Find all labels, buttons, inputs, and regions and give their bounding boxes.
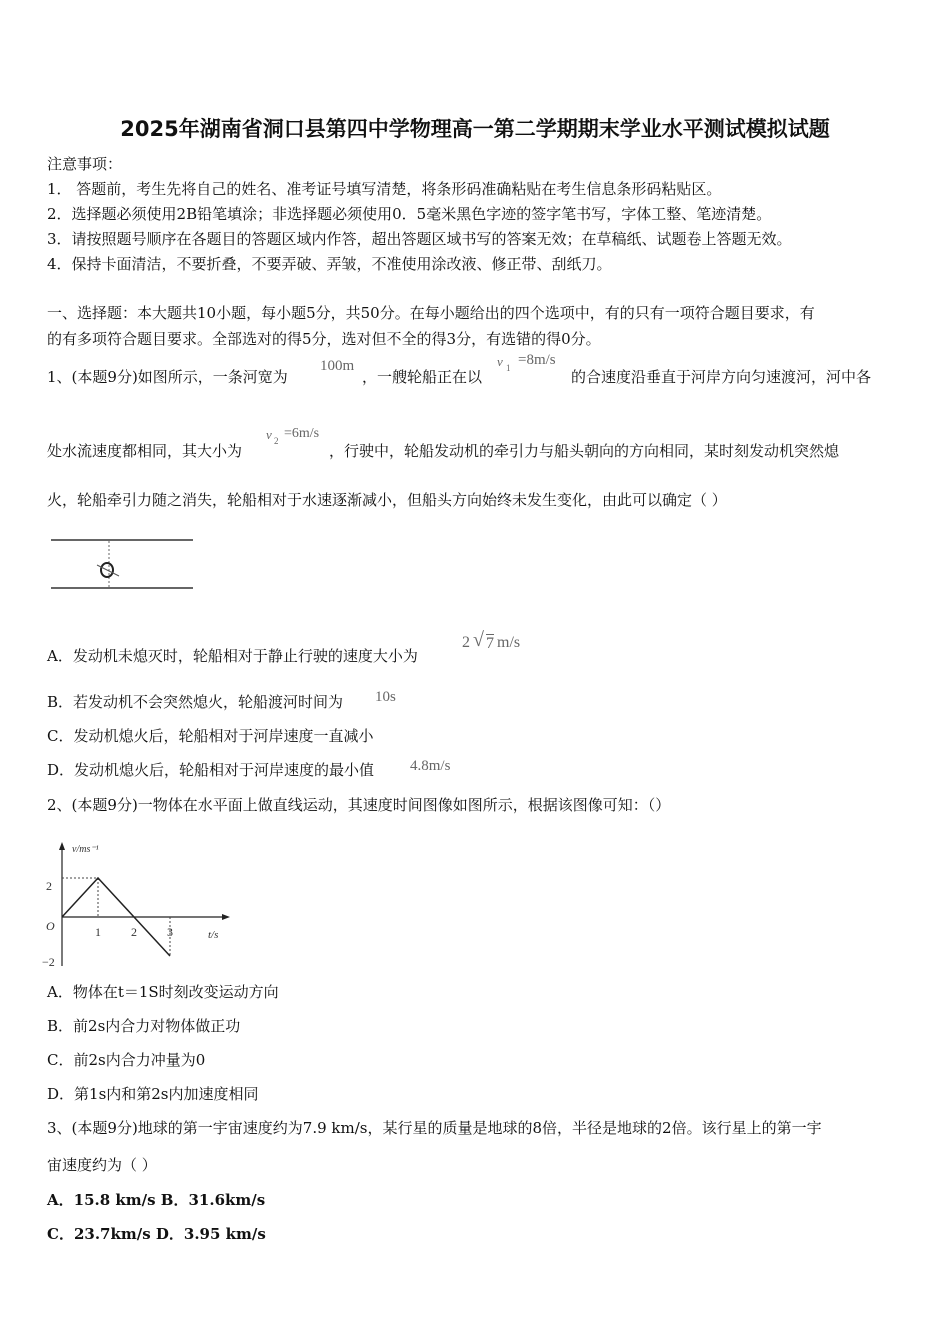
sqrt-icon: √ bbox=[473, 629, 484, 651]
y-axis-arrow-icon bbox=[59, 842, 65, 850]
y-tick-minus-2: −2 bbox=[42, 955, 55, 969]
y-tick-2: 2 bbox=[46, 879, 52, 893]
notice-item-1: 1． 答题前，考生先将自己的姓名、准考证号填写清楚，将条形码准确粘贴在考生信息条形码粘贴区。 bbox=[47, 180, 722, 198]
q1-option-a: A．发动机未熄灭时，轮船相对于静止行驶的速度大小为 bbox=[47, 647, 418, 665]
q1-stem-part-1: 1、(本题9分)如图所示，一条河宽为 bbox=[47, 368, 288, 386]
notice-item-2: 2．选择题必须使用2B铅笔填涂；非选择题必须使用0．5毫米黑色字迹的签字笔书写，字体工整、笔迹清楚。 bbox=[47, 205, 772, 223]
q1-option-b-value: 10s bbox=[375, 689, 396, 705]
q1-option-a-radicand: 7 bbox=[486, 635, 494, 652]
notice-heading: 注意事项： bbox=[47, 155, 123, 173]
q1-option-a-coef: 2 bbox=[462, 634, 470, 651]
q1-v2-subscript: 2 bbox=[274, 436, 279, 446]
q1-v2-value: =6m/s bbox=[284, 426, 320, 441]
q3-options-cd: C．23.7km/s D．3.95 km/s bbox=[47, 1225, 266, 1243]
notice-item-4: 4．保持卡面清洁，不要折叠，不要弄破、弄皱，不准使用涂改液、修正带、刮纸刀。 bbox=[47, 255, 612, 273]
q1-stem-part-6: 火，轮船牵引力随之消失，轮船相对于水速逐渐减小，但船头方向始终未发生变化，由此可以确定（ ） bbox=[47, 491, 727, 509]
q1-stem-part-2: ，一艘轮船正在以 bbox=[362, 368, 483, 386]
q1-option-c: C．发动机熄火后，轮船相对于河岸速度一直减小 bbox=[47, 727, 374, 745]
q1-v2-symbol: v bbox=[266, 427, 272, 442]
q1-river-width: 100m bbox=[320, 358, 355, 374]
q1-v1-symbol: v bbox=[497, 354, 503, 369]
q1-stem-part-3: 的合速度沿垂直于河岸方向匀速渡河，河中各 bbox=[571, 368, 872, 386]
q2-option-d: D．第1s内和第2s内加速度相同 bbox=[47, 1085, 259, 1103]
q2-option-c: C．前2s内合力冲量为0 bbox=[47, 1051, 206, 1069]
q1-stem-part-4: 处水流速度都相同，其大小为 bbox=[47, 442, 243, 460]
x-tick-1: 1 bbox=[95, 925, 101, 939]
origin-label: O bbox=[46, 919, 55, 933]
q1-option-a-unit: m/s bbox=[497, 634, 521, 651]
notice-item-3: 3．请按照题号顺序在各题目的答题区域内作答，超出答题区域书写的答案无效；在草稿纸、试题卷上答题无效。 bbox=[47, 230, 792, 248]
x-axis-label: t/s bbox=[208, 929, 219, 941]
section-intro-line-1: 一、选择题：本大题共10小题，每小题5分，共50分。在每小题给出的四个选项中，有的只有一项符合题目要求，有 bbox=[47, 304, 815, 322]
q2-option-b: B．前2s内合力对物体做正功 bbox=[47, 1017, 241, 1035]
q3-options-ab: A．15.8 km/s B．31.6km/s bbox=[47, 1191, 266, 1209]
page-title: 2025年湖南省洞口县第四中学物理高一第二学期期末学业水平测试模拟试题 bbox=[120, 117, 830, 141]
q1-stem-part-5: ，行驶中，轮船发动机的牵引力与船头朝向的方向相同，某时刻发动机突然熄 bbox=[329, 442, 840, 460]
q3-stem-line-1: 3、(本题9分)地球的第一宇宙速度约为7.9 km/s，某行星的质量是地球的8倍，半径是地球的2倍。该行星上的第一宇 bbox=[47, 1119, 822, 1137]
q2-option-a: A．物体在t＝1S时刻改变运动方向 bbox=[47, 983, 279, 1001]
x-axis-arrow-icon bbox=[222, 914, 230, 920]
x-tick-3: 3 bbox=[167, 925, 173, 939]
q1-v1-value: =8m/s bbox=[518, 352, 556, 368]
velocity-time-graph bbox=[40, 838, 235, 970]
x-tick-2: 2 bbox=[131, 925, 137, 939]
river-figure bbox=[47, 530, 197, 595]
q2-stem: 2、(本题9分)一物体在水平面上做直线运动，其速度时间图像如图所示，根据该图像可知：（） bbox=[47, 796, 671, 814]
section-intro-line-2: 的有多项符合题目要求。全部选对的得5分，选对但不全的得3分，有选错的得0分。 bbox=[47, 330, 601, 348]
y-axis-label: v/ms⁻¹ bbox=[72, 844, 99, 855]
q1-v1-subscript: 1 bbox=[506, 363, 511, 373]
q3-stem-line-2: 宙速度约为（ ） bbox=[47, 1156, 157, 1174]
q1-option-b: B．若发动机不会突然熄火，轮船渡河时间为 bbox=[47, 693, 344, 711]
q1-option-d: D．发动机熄火后，轮船相对于河岸速度的最小值 bbox=[47, 761, 375, 779]
q1-option-d-value: 4.8m/s bbox=[410, 758, 451, 774]
